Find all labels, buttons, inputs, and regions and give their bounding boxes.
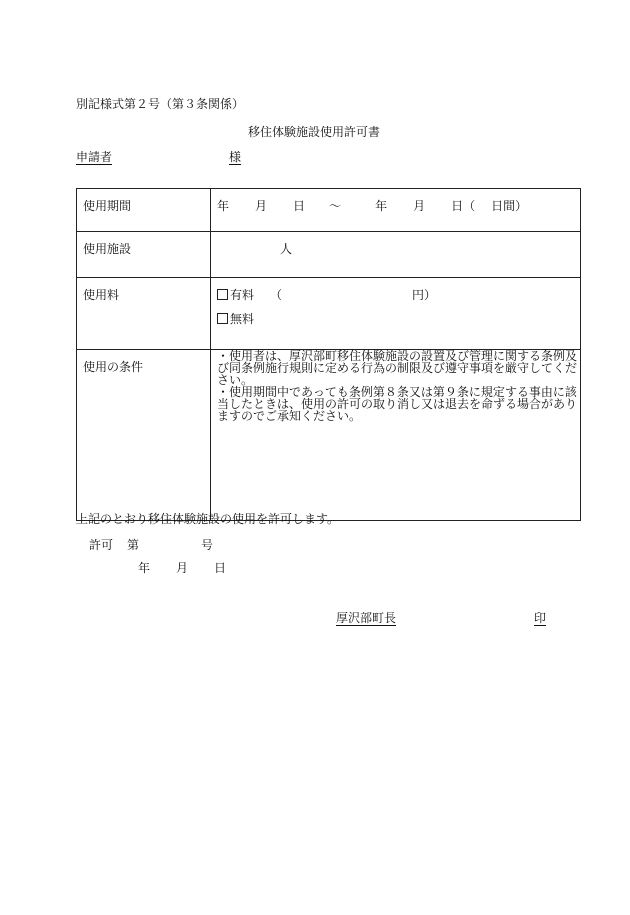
conditions-value bbox=[211, 350, 581, 521]
permit-go: 号 bbox=[201, 538, 214, 552]
period-paren: （ bbox=[463, 199, 476, 213]
applicant-label: 申請者 bbox=[76, 150, 113, 164]
conditions-text-1: ・使用者は、厚沢部町移住体験施設の設置及び管理に関する条例及び同条例施行規則に定める行為の制限及び遵守事項を厳守してください。 bbox=[217, 349, 578, 387]
date-year: 年 bbox=[138, 561, 151, 575]
period-day: 日 bbox=[293, 199, 306, 213]
date-day: 日 bbox=[214, 561, 227, 575]
conditions-label: 使用の条件 bbox=[77, 350, 211, 521]
table-row-period bbox=[77, 189, 581, 232]
table-row-facility bbox=[77, 232, 581, 278]
document-title: 移住体験施設使用許可書 bbox=[248, 125, 381, 139]
date-month: 月 bbox=[176, 561, 189, 575]
mayor-signature-line bbox=[336, 612, 546, 624]
fee-yen: 円） bbox=[412, 288, 437, 302]
permit-number-line bbox=[89, 539, 213, 551]
fee-free-checkbox-icon[interactable] bbox=[217, 313, 228, 324]
conditions-text-2: ・使用期間中であっても条例第８条又は第９条に規定する事由に該当したときは、使用の許可の取り消し又は退去を命ずる場合がありますのでご承知ください。 bbox=[217, 385, 578, 423]
facility-value bbox=[211, 232, 581, 278]
fee-value bbox=[211, 278, 581, 350]
period-value bbox=[211, 189, 581, 232]
table-row-conditions bbox=[77, 350, 581, 521]
date-line bbox=[138, 562, 226, 574]
permit-label: 許可 bbox=[89, 538, 114, 552]
fee-label: 使用料 bbox=[77, 278, 211, 350]
seal-label: 印 bbox=[534, 611, 547, 625]
period-year: 年 bbox=[217, 199, 230, 213]
table-row-fee bbox=[77, 278, 581, 350]
period-tilde: ～ bbox=[329, 199, 342, 213]
applicant-suffix: 様 bbox=[229, 150, 242, 164]
period-year-end: 年 bbox=[375, 199, 388, 213]
period-month-end: 月 bbox=[413, 199, 426, 213]
period-month: 月 bbox=[255, 199, 268, 213]
approval-statement: 上記のとおり移住体験施設の使用を許可します。 bbox=[76, 512, 340, 526]
mayor-label: 厚沢部町長 bbox=[336, 611, 397, 625]
facility-people: 人 bbox=[280, 242, 293, 256]
fee-paid-checkbox-icon[interactable] bbox=[217, 289, 228, 300]
fee-paren: （ bbox=[270, 288, 283, 302]
period-day-end: 日 bbox=[451, 199, 464, 213]
period-days: 日間） bbox=[491, 199, 528, 213]
fee-free-line bbox=[217, 313, 580, 325]
usage-table bbox=[76, 188, 581, 521]
facility-label: 使用施設 bbox=[77, 232, 211, 278]
period-label: 使用期間 bbox=[77, 189, 211, 232]
applicant-line bbox=[76, 151, 241, 163]
fee-paid-label: 有料 bbox=[230, 288, 255, 302]
fee-paid-line bbox=[217, 289, 580, 301]
permit-dai: 第 bbox=[127, 538, 140, 552]
form-number: 別記様式第２号（第３条関係） bbox=[76, 97, 245, 111]
fee-free-label: 無料 bbox=[230, 312, 255, 326]
